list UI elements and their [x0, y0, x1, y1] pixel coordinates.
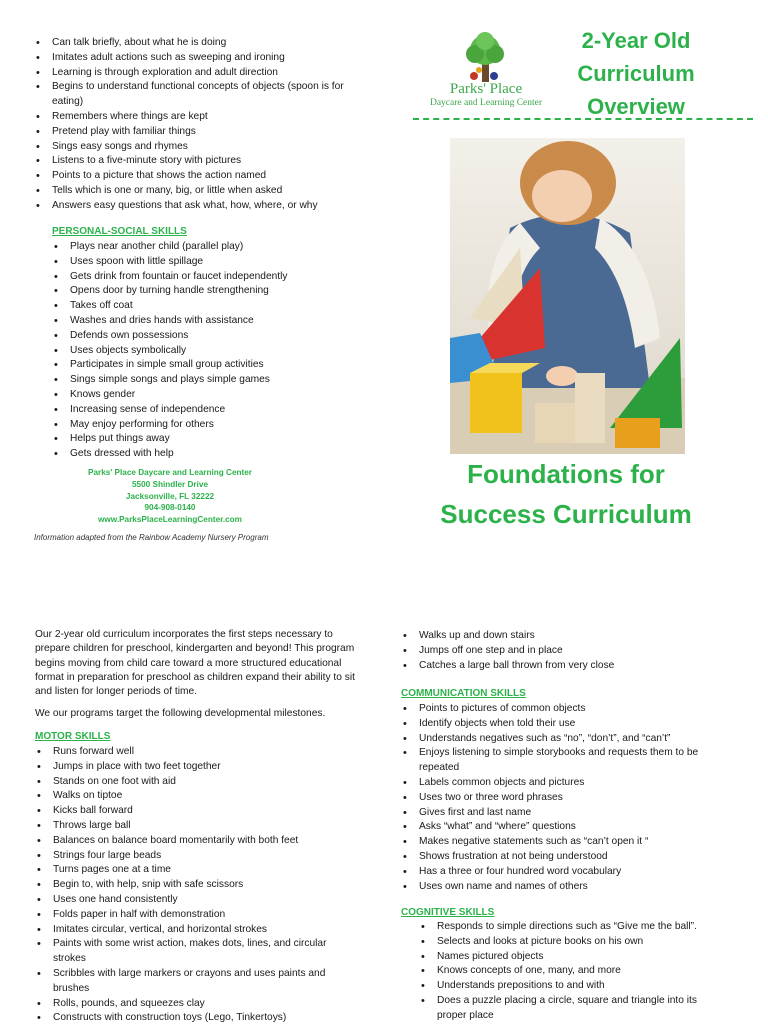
list-item: • Walks on tiptoe	[35, 789, 345, 804]
list-item: • Gives first and last name	[401, 806, 731, 821]
list-item: • Increasing sense of independence	[52, 403, 372, 418]
list-item: • Understands negatives such as “no”, “don’t”, and “can’t”	[401, 732, 731, 747]
skills-list-continued	[34, 36, 374, 214]
list-item: • Tells which is one or many, big, or little when asked	[34, 184, 374, 199]
logo-subtitle: Daycare and Learning Center	[429, 98, 543, 108]
list-item: • Imitates adult actions such as sweeping and ironing	[34, 51, 374, 66]
list-item: • Sings easy songs and rhymes	[34, 140, 374, 155]
communication-skills-list	[401, 702, 731, 894]
list-item: • Makes negative statements such as “can’t open it “	[401, 835, 731, 850]
list-item: • May enjoy performing for others	[52, 418, 372, 433]
list-item: • Kicks ball forward	[35, 804, 345, 819]
list-item: • Jumps in place with two feet together	[35, 760, 345, 775]
list-item: • Does a puzzle placing a circle, square and triangle into its proper place	[419, 994, 719, 1024]
list-item: • Asks “what” and “where” questions	[401, 820, 731, 835]
motor-skills-heading: MOTOR SKILLS	[35, 731, 111, 742]
motor-skills-list	[35, 745, 345, 1026]
list-item: • Points to pictures of common objects	[401, 702, 731, 717]
motor-skills-list-continued	[401, 629, 731, 673]
list-item: • Begin to, with help, snip with safe scissors	[35, 878, 345, 893]
contact-phone: 904-908-0140	[144, 503, 196, 513]
list-item: • Constructs with construction toys (Lego, Tinkertoys)	[35, 1011, 345, 1026]
milestones-intro: We our programs target the following developmental milestones.	[35, 708, 326, 719]
list-item: • Scribbles with large markers or crayons and uses paints and brushes	[35, 967, 345, 997]
logo-name: Parks' Place	[449, 81, 523, 97]
list-item: • Jumps off one step and in place	[401, 644, 731, 659]
foundations-line-2: Success Curriculum	[440, 499, 692, 529]
list-item: • Walks up and down stairs	[401, 629, 731, 644]
child-playing-blocks-photo	[450, 138, 685, 454]
list-item: • Helps put things away	[52, 432, 372, 447]
list-item: • Labels common objects and pictures	[401, 776, 731, 791]
list-item: • Balances on balance board momentarily with both feet	[35, 834, 345, 849]
cognitive-skills-list	[419, 920, 719, 1024]
list-item: • Pretend play with familiar things	[34, 125, 374, 140]
list-item: • Uses own name and names of others	[401, 880, 731, 895]
list-item: • Uses spoon with little spillage	[52, 255, 372, 270]
list-item: • Participates in simple small group activities	[52, 358, 372, 373]
list-item: • Takes off coat	[52, 299, 372, 314]
contact-name: Parks' Place Daycare and Learning Center	[88, 468, 252, 477]
list-item: • Points to a picture that shows the action named	[34, 169, 374, 184]
list-item: • Learning is through exploration and adult direction	[34, 66, 374, 81]
list-item: • Uses two or three word phrases	[401, 791, 731, 806]
list-item: • Defends own possessions	[52, 329, 372, 344]
contact-street: 5500 Shindler Drive	[132, 479, 208, 489]
list-item: • Sings simple songs and plays simple games	[52, 373, 372, 388]
list-item: • Enjoys listening to simple storybooks and requests them to be repeated	[401, 746, 731, 776]
list-item: • Paints with some wrist action, makes dots, lines, and circular strokes	[35, 937, 345, 967]
source-note: Information adapted from the Rainbow Academy Nursery Program	[34, 533, 269, 542]
list-item: • Can talk briefly, about what he is doing	[34, 36, 374, 51]
communication-skills-heading: COMMUNICATION SKILLS	[401, 688, 526, 699]
list-item: • Names pictured objects	[419, 950, 719, 965]
personal-social-heading: PERSONAL-SOCIAL SKILLS	[52, 226, 187, 237]
list-item: • Knows concepts of one, many, and more	[419, 964, 719, 979]
list-item: • Uses objects symbolically	[52, 344, 372, 359]
page-title	[556, 24, 716, 123]
list-item: • Understands prepositions to and with	[419, 979, 719, 994]
list-item: • Turns pages one at a time	[35, 863, 345, 878]
list-item: • Selects and looks at picture books on his own	[419, 935, 719, 950]
list-item: • Remembers where things are kept	[34, 110, 374, 125]
list-item: • Has a three or four hundred word vocabulary	[401, 865, 731, 880]
personal-social-list	[52, 240, 372, 462]
contact-block	[60, 467, 280, 526]
cognitive-skills-heading: COGNITIVE SKILLS	[401, 907, 495, 918]
list-item: • Listens to a five-minute story with pictures	[34, 154, 374, 169]
list-item: • Shows frustration at not being understood	[401, 850, 731, 865]
list-item: • Strings four large beads	[35, 849, 345, 864]
title-line-3: Overview	[587, 94, 685, 119]
list-item: • Answers easy questions that ask what, how, where, or why	[34, 199, 374, 214]
list-item: • Opens door by turning handle strengthening	[52, 284, 372, 299]
tree-icon	[422, 32, 550, 84]
list-item: • Rolls, pounds, and squeezes clay	[35, 997, 345, 1012]
list-item: • Knows gender	[52, 388, 372, 403]
parks-place-logo	[422, 32, 550, 112]
list-item: • Begins to understand functional concepts of objects (spoon is for eating)	[34, 80, 374, 110]
list-item: • Stands on one foot with aid	[35, 775, 345, 790]
list-item: • Imitates circular, vertical, and horizontal strokes	[35, 923, 345, 938]
list-item: • Responds to simple directions such as “Give me the ball”.	[419, 920, 719, 935]
list-item: • Plays near another child (parallel play)	[52, 240, 372, 255]
divider	[413, 118, 753, 120]
contact-city: Jacksonville, FL 32222	[125, 491, 215, 501]
intro-paragraph: Our 2-year old curriculum incorporates the first steps necessary to prepare children for preschool, kindergarten and beyond! This program begins moving from child care toward a more structured educational format in preparation for preschool as children expand their ability to sit and listen for longer periods of time.	[35, 629, 355, 698]
list-item: • Folds paper in half with demonstration	[35, 908, 345, 923]
list-item: • Washes and dries hands with assistance	[52, 314, 372, 329]
list-item: • Uses one hand consistently	[35, 893, 345, 908]
title-line-1: 2-Year Old	[581, 28, 691, 53]
list-item: • Catches a large ball thrown from very close	[401, 659, 731, 674]
list-item: • Throws large ball	[35, 819, 345, 834]
list-item: • Runs forward well	[35, 745, 345, 760]
list-item: • Gets dressed with help	[52, 447, 372, 462]
foundations-heading	[410, 454, 722, 534]
list-item: • Identify objects when told their use	[401, 717, 731, 732]
foundations-line-1: Foundations for	[467, 459, 665, 489]
contact-website: www.ParksPlaceLearningCenter.com	[98, 515, 242, 525]
list-item: • Gets drink from fountain or faucet independently	[52, 270, 372, 285]
title-line-2: Curriculum	[577, 61, 695, 86]
